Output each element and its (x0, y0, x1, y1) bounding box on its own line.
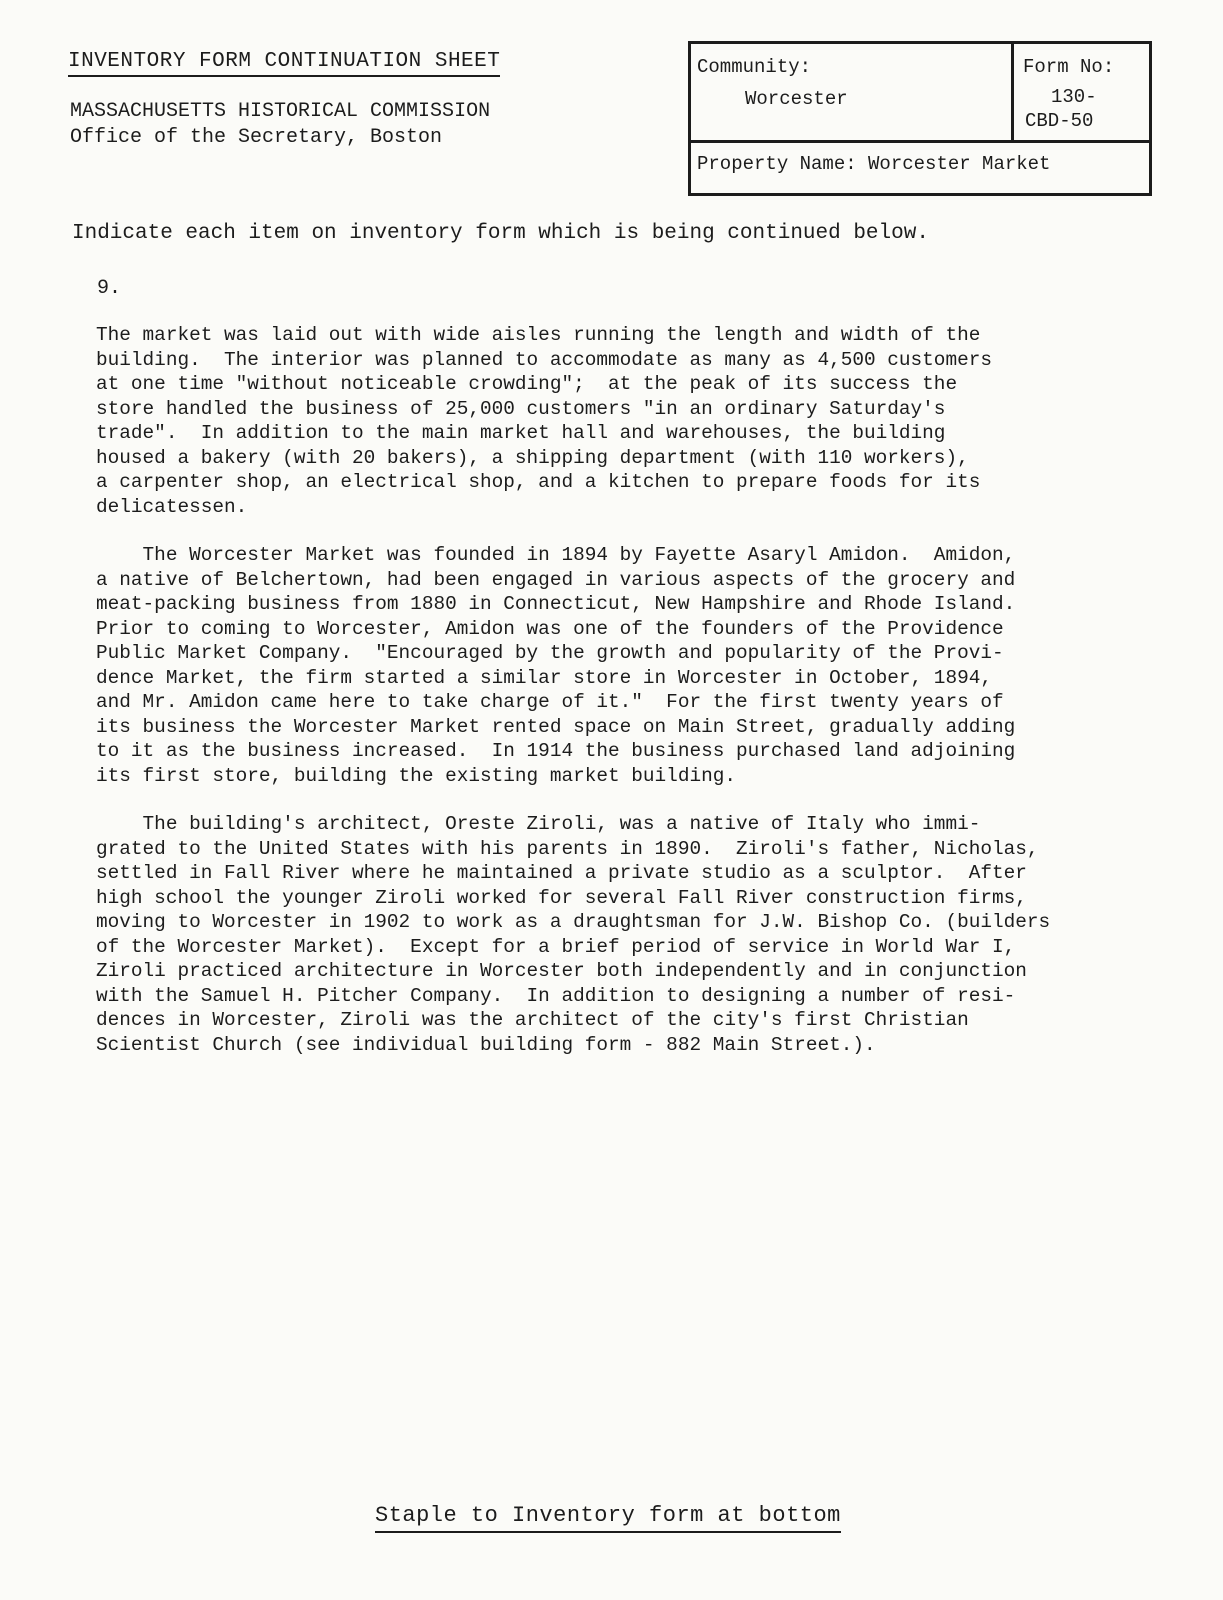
continuation-text (96, 323, 1206, 1081)
agency-name: MASSACHUSETTS HISTORICAL COMMISSION (70, 100, 491, 123)
agency-block (70, 99, 490, 151)
form-title: INVENTORY FORM CONTINUATION SHEET (68, 50, 500, 77)
form-info-box (688, 41, 1152, 196)
form-no-number: 130- (1051, 86, 1097, 108)
agency-office: Office of the Secretary, Boston (70, 126, 443, 149)
footer-note: Staple to Inventory form at bottom (375, 1503, 841, 1533)
box-divider-vertical (1011, 44, 1014, 140)
community-value: Worcester (745, 88, 848, 110)
paragraph-market-layout: The market was laid out with wide aisles running the length and width of the building. The interior was planned to accommodate as many as 4,500 customers at one time "without noticeable crowding"; at the peak of its success the store handled the business of 25,000 customers "in an ordinary Saturday's trade". In addition to the main market hall and warehouses, the building housed a bakery (with 20 bakers), a shipping department (with 110 workers), a carpenter shop, an electrical shop, and a kitchen to prepare foods for its delicatessen. (96, 324, 992, 518)
property-name: Property Name: Worcester Market (697, 153, 1051, 175)
form-no-code: CBD-50 (1025, 110, 1094, 132)
box-divider-horizontal (691, 140, 1149, 143)
community-label: Community: (697, 56, 812, 78)
instruction-line: Indicate each item on inventory form which is being continued below. (72, 222, 929, 245)
form-no-label: Form No: (1023, 56, 1115, 78)
section-number: 9. (97, 277, 122, 300)
paragraph-architect: The building's architect, Oreste Ziroli, was a native of Italy who immi- grated to the United States with his parents in 1890. Ziroli's father, Nicholas, settled in Fall River where he maintained a private studio as a sculptor. After high school the younger Ziroli worked for several Fall River construction firms, moving to Worcester in 1902 to work as a draughtsman for J.W. Bishop Co. (builders of the Worcester Market). Except for a brief period of service in World War I, Ziroli practiced architecture in Worcester both independently and in conjunction with the Samuel H. Pitcher Company. In addition to designing a number of resi- dences in Worcester, Ziroli was the architect of the city's first Christian Scientist Church (see individual building form - 882 Main Street.). (96, 813, 1051, 1056)
paragraph-market-history: The Worcester Market was founded in 1894 by Fayette Asaryl Amidon. Amidon, a native of Belchertown, had been engaged in various aspects of the grocery and meat-packing business from 1880 in Connecticut, New Hampshire and Rhode Island. Prior to coming to Worcester, Amidon was one of the founders of the Providence Public Market Company. "Encouraged by the growth and popularity of the Provi- dence Market, the firm started a similar store in Worcester in October, 1894, and Mr. Amidon came here to take charge of it." For the first twenty years of its business the Worcester Market rented space on Main Street, gradually adding to it as the business increased. In 1914 the business purchased land adjoining its first store, building the existing market building. (96, 544, 1016, 787)
